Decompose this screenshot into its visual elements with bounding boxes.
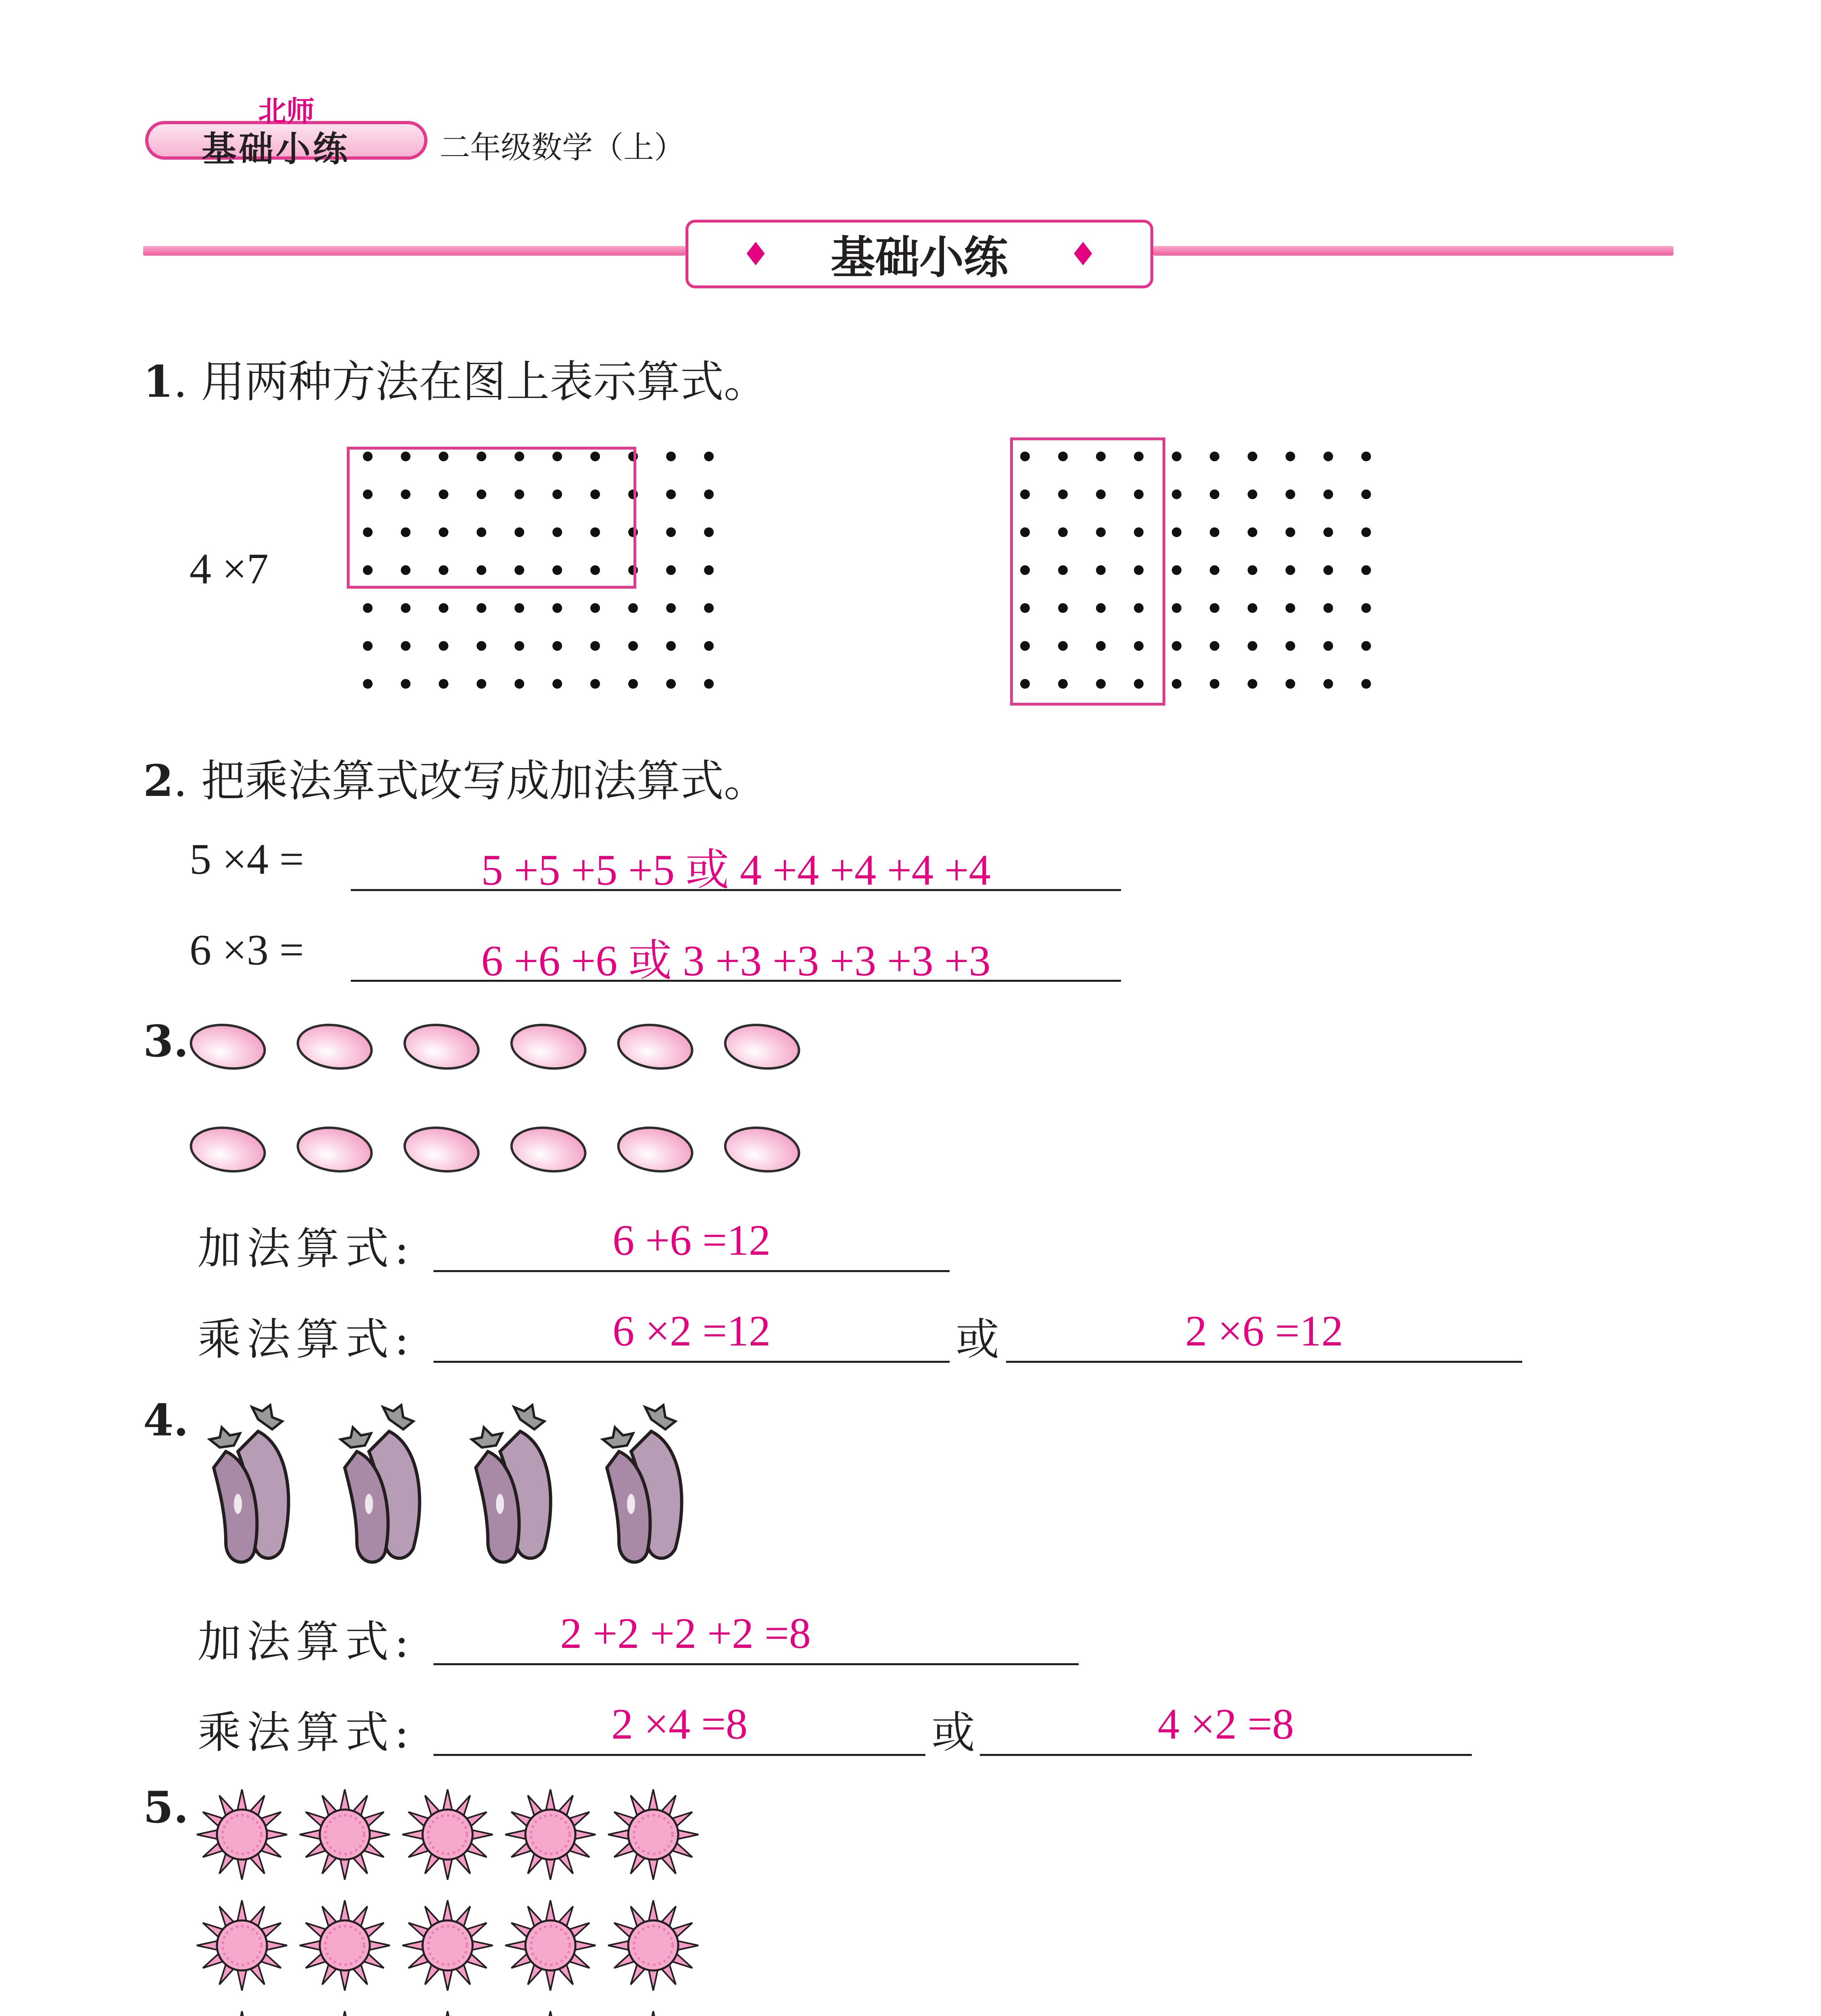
pill-icon	[721, 1122, 803, 1177]
grade-label: 二年级数学（上）	[440, 129, 685, 165]
q4-multiplication-answer: 2 ×4 =8	[611, 1700, 748, 1748]
addition-label: 加法算式:	[198, 1224, 415, 1274]
series-label: 基础小练	[202, 129, 350, 169]
eggplant-icon	[460, 1403, 565, 1564]
grid-dot	[1286, 603, 1295, 613]
grid-dot	[590, 603, 600, 613]
grid-dot	[1210, 489, 1219, 499]
question-number: 3	[143, 1016, 174, 1067]
sun-icon	[399, 1897, 496, 1994]
grid-dot	[1323, 679, 1333, 689]
grid-dot	[363, 641, 373, 651]
grid-dot	[666, 489, 676, 499]
q2-expr-2: 6 ×3 =	[190, 926, 304, 974]
q4-multiplication-answer-alt: 4 ×2 =8	[1158, 1700, 1294, 1748]
question-number: 5	[143, 1782, 174, 1833]
grid-dot	[666, 679, 676, 689]
grid-dot	[1248, 527, 1257, 537]
q2-answer-1: 5 +5 +5 +5 或 4 +4 +4 +4 +4	[481, 846, 991, 894]
grid-dot	[1248, 565, 1257, 575]
grid-dot	[1248, 603, 1257, 613]
question-number: 1	[143, 356, 174, 407]
pill-icon	[614, 1019, 696, 1074]
q1-expression: 4 ×7	[190, 545, 269, 593]
grid-dot	[1172, 641, 1181, 651]
diamond-icon: ♦	[741, 235, 770, 273]
sun-icon	[605, 1786, 702, 1883]
pill-icon	[187, 1019, 269, 1074]
grid-dot	[552, 603, 562, 613]
grid-dot	[1361, 603, 1371, 613]
grid-dot	[401, 679, 410, 689]
grid-dot	[1248, 452, 1257, 461]
question-3: 3.	[143, 1016, 189, 1067]
grid-dot	[666, 603, 676, 613]
question-5: 5.	[143, 1782, 189, 1833]
question-1	[143, 347, 767, 409]
multiplication-label: 乘法算式:	[198, 1708, 415, 1758]
sun-icon	[502, 2008, 599, 2016]
sun-icon	[194, 1786, 290, 1883]
grid-dot	[1286, 641, 1295, 651]
grid-dot	[590, 641, 600, 651]
sun-icon	[296, 2008, 393, 2016]
grid-dot	[1172, 679, 1181, 689]
answer-line	[433, 1361, 950, 1363]
answer-line	[433, 1754, 925, 1756]
pill-icon	[614, 1122, 696, 1177]
grid-dot	[1172, 603, 1181, 613]
highlight-frame-left	[347, 447, 636, 589]
grid-dot	[628, 641, 638, 651]
grid-dot	[666, 527, 676, 537]
grid-dot	[1361, 641, 1371, 651]
question-number: 4	[143, 1395, 174, 1446]
grid-dot	[1361, 527, 1371, 537]
grid-dot	[477, 603, 486, 613]
grid-dot	[401, 641, 410, 651]
grid-dot	[1323, 489, 1333, 499]
pill-icon	[294, 1019, 376, 1074]
eggplant-icon	[198, 1403, 302, 1564]
sun-icon	[502, 1786, 599, 1883]
sun-icon	[296, 1897, 393, 1994]
grid-dot	[704, 452, 714, 461]
answer-line	[433, 1663, 1079, 1665]
q3-addition-answer: 6 +6 =12	[613, 1216, 771, 1264]
grid-dot	[1210, 679, 1219, 689]
grid-dot	[628, 679, 638, 689]
grid-dot	[552, 679, 562, 689]
grid-dot	[439, 679, 448, 689]
grid-dot	[1172, 527, 1181, 537]
grid-dot	[401, 603, 410, 613]
sun-icon	[194, 1897, 290, 1994]
sun-icon	[605, 1897, 702, 1994]
grid-dot	[704, 603, 714, 613]
q2-answer-2: 6 +6 +6 或 3 +3 +3 +3 +3 +3	[481, 937, 991, 985]
grid-dot	[1172, 565, 1181, 575]
pill-picture	[190, 1024, 819, 1177]
grid-dot	[1210, 641, 1219, 651]
grid-dot	[477, 641, 486, 651]
sun-picture	[194, 1786, 718, 2016]
grid-dot	[1210, 565, 1219, 575]
grid-dot	[1248, 489, 1257, 499]
grid-dot	[477, 679, 486, 689]
or-label: 或	[956, 1314, 1005, 1365]
answer-line	[433, 1270, 950, 1272]
grid-dot	[1210, 527, 1219, 537]
grid-dot	[704, 641, 714, 651]
answer-line	[1006, 1361, 1522, 1363]
question-2	[143, 746, 767, 808]
sun-icon	[399, 2008, 496, 2016]
question-prompt: . 把乘法算式改写成加法算式。	[173, 756, 767, 806]
section-title: 基础小练	[831, 232, 1008, 283]
grid-dot	[552, 641, 562, 651]
question-prompt: . 用两种方法在图上表示算式。	[173, 357, 767, 407]
grid-dot	[439, 603, 448, 613]
grid-dot	[1361, 489, 1371, 499]
sun-icon	[194, 2008, 290, 2016]
grid-dot	[704, 527, 714, 537]
grid-dot	[439, 641, 448, 651]
grid-dot	[704, 679, 714, 689]
grid-dot	[1323, 565, 1333, 575]
answer-line	[980, 1754, 1472, 1756]
grid-dot	[666, 565, 676, 575]
pill-icon	[507, 1019, 590, 1074]
eggplant-picture	[198, 1403, 722, 1564]
q3-multiplication-answer-alt: 2 ×6 =12	[1185, 1307, 1343, 1355]
sun-icon	[296, 1786, 393, 1883]
grid-dot	[1361, 565, 1371, 575]
grid-dot	[1172, 489, 1181, 499]
publisher-label: 北师	[258, 95, 315, 128]
q3-multiplication-answer: 6 ×2 =12	[613, 1307, 771, 1355]
grid-dot	[1323, 603, 1333, 613]
or-label: 或	[931, 1708, 981, 1758]
grid-dot	[1323, 527, 1333, 537]
grid-dot	[1361, 679, 1371, 689]
question-number: 2	[143, 756, 174, 806]
grid-dot	[628, 603, 638, 613]
pill-icon	[721, 1019, 803, 1074]
grid-dot	[704, 565, 714, 575]
grid-dot	[515, 679, 524, 689]
grid-dot	[1286, 489, 1295, 499]
grid-dot	[363, 679, 373, 689]
diamond-icon: ♦	[1069, 235, 1098, 273]
pill-icon	[507, 1122, 590, 1177]
grid-dot	[1286, 565, 1295, 575]
grid-dot	[1323, 641, 1333, 651]
grid-dot	[1286, 527, 1295, 537]
grid-dot	[1248, 641, 1257, 651]
grid-dot	[1323, 452, 1333, 461]
grid-dot	[1361, 452, 1371, 461]
pill-icon	[187, 1122, 269, 1177]
question-4: 4.	[143, 1395, 189, 1446]
header-band-right	[1153, 246, 1673, 256]
grid-dot	[666, 452, 676, 461]
header-band-left	[143, 246, 685, 256]
pill-icon	[294, 1122, 376, 1177]
grid-dot	[1248, 679, 1257, 689]
sun-icon	[605, 2008, 702, 2016]
section-title-box	[685, 220, 1153, 288]
grid-dot	[1210, 603, 1219, 613]
grid-dot	[1210, 452, 1219, 461]
sun-icon	[399, 1786, 496, 1883]
grid-dot	[704, 489, 714, 499]
q4-addition-answer: 2 +2 +2 +2 =8	[560, 1610, 811, 1658]
grid-dot	[590, 679, 600, 689]
grid-dot	[363, 603, 373, 613]
eggplant-icon	[591, 1403, 696, 1564]
sun-icon	[502, 1897, 599, 1994]
grid-dot	[1172, 452, 1181, 461]
pill-icon	[400, 1122, 483, 1177]
grid-dot	[515, 603, 524, 613]
grid-dot	[666, 641, 676, 651]
addition-label: 加法算式:	[198, 1617, 415, 1667]
grid-dot	[1286, 452, 1295, 461]
pill-icon	[400, 1019, 483, 1074]
grid-dot	[1286, 679, 1295, 689]
grid-dot	[515, 641, 524, 651]
highlight-frame-right	[1010, 437, 1165, 706]
multiplication-label: 乘法算式:	[198, 1314, 415, 1365]
eggplant-icon	[329, 1403, 433, 1564]
q2-expr-1: 5 ×4 =	[190, 835, 304, 883]
